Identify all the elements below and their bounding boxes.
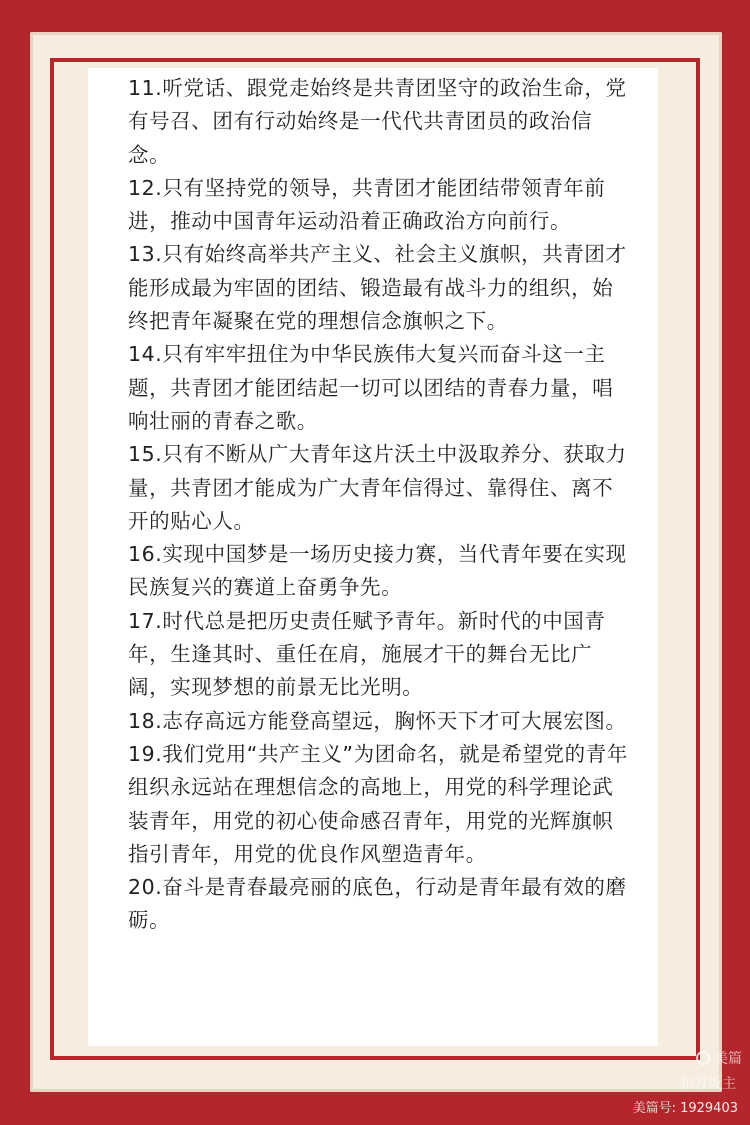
quote-item-20: 20.奋斗是青春最亮丽的底色，行动是青年最有效的磨砺。 bbox=[128, 875, 627, 933]
quote-item-17: 17.时代总是把历史责任赋予青年。新时代的中国青年，生逢其时、重任在肩，施展才干的舞台无比广阔，实现梦想的前景无比光明。 bbox=[128, 608, 606, 700]
quote-item-11: 11.听党话、跟党走始终是共青团坚守的政治生命，党有号召、团有行动始终是一代代共青团员的政治信念。 bbox=[128, 76, 627, 167]
quote-item-14: 14.只有牢牢扭住为中华民族伟大复兴而奋斗这一主题，共青团才能团结起一切可以团结的青春力量，唱响壮丽的青春之歌。 bbox=[128, 342, 614, 433]
watermark-username: 东方坂主 bbox=[680, 1076, 736, 1092]
watermark-account-id: 美篇号: 1929403 bbox=[632, 1101, 738, 1116]
quote-item-12: 12.只有坚持党的领导，共青团才能团结带领青年前进，推动中国青年运动沿着正确政治方向前行。 bbox=[128, 175, 606, 234]
quote-item-15: 15.只有不断从广大青年这片沃土中汲取养分、获取力量，共青团才能成为广大青年信得过、靠得住、离不开的贴心人。 bbox=[128, 442, 627, 533]
watermark-app-name: 美篇 bbox=[714, 1051, 742, 1067]
meipian-watermark-logo bbox=[696, 1048, 742, 1068]
quote-item-13: 13.只有始终高举共产主义、社会主义旗帜，共青团才能形成最为牢固的团结、锻造最有战斗力的组织，始终把青年凝聚在党的理想信念旗帜之下。 bbox=[128, 242, 627, 334]
quote-item-16: 16.实现中国梦是一场历史接力赛，当代青年要在实现民族复兴的赛道上奋勇争先。 bbox=[128, 542, 627, 600]
quote-item-18: 18.志存高远方能登高望远，胸怀天下才可大展宏图。 bbox=[128, 708, 627, 733]
meipian-logo-icon bbox=[696, 1051, 710, 1065]
quotes-content bbox=[88, 68, 658, 1046]
quote-item-19: 19.我们党用“共产主义”为团命名，就是希望党的青年组织永远站在理想信念的高地上，用党的科学理论武装青年，用党的初心使命感召青年，用党的光辉旗帜指引青年，用党的优良作风塑造青年。 bbox=[128, 741, 628, 866]
